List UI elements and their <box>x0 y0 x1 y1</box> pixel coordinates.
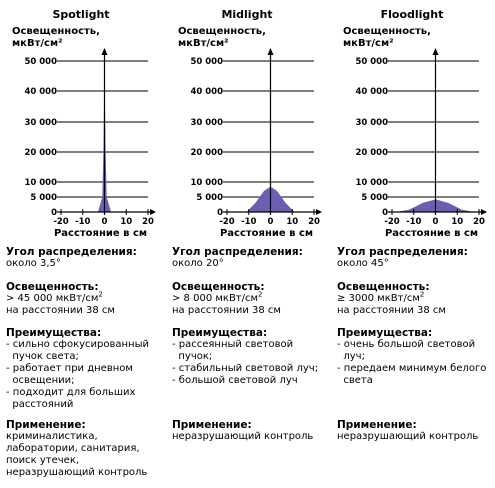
advantages-line: - подходит для больших <box>6 387 136 398</box>
application-heading: Применение: <box>337 419 417 431</box>
application-heading: Применение: <box>172 419 252 431</box>
x-tick-label: 10 <box>286 217 299 227</box>
x-tick-label: 0 <box>101 217 108 227</box>
advantages-line: - стабильный световой луч; <box>172 363 319 374</box>
advantages-line: - работает при дневном <box>6 363 133 374</box>
illumination-value-exponent: 2 <box>419 290 425 299</box>
x-tick-label: -20 <box>219 217 235 227</box>
x-axis-arrow <box>481 209 487 215</box>
column-midlight <box>172 0 330 488</box>
advantages-line: освещении; <box>6 375 75 386</box>
angle-block <box>6 246 137 270</box>
y-tick-label: 0 <box>217 208 223 218</box>
application-line: поиск утечек, <box>6 455 80 466</box>
x-tick-label: 20 <box>142 217 154 227</box>
illumination-heading: Освещенность: <box>337 281 430 293</box>
y-tick-label: 20 000 <box>355 148 388 158</box>
advantages-heading: Преимущества: <box>6 327 102 339</box>
angle-value: около 20° <box>172 258 224 269</box>
advantages-block <box>337 327 486 387</box>
illumination-block <box>172 281 281 317</box>
application-line: неразрушающий контроль <box>172 431 314 442</box>
advantages-line: расстояний <box>6 399 74 410</box>
x-axis-label: Расстояние в см <box>53 228 148 239</box>
illumination-distance: на расстоянии 38 см <box>172 305 281 316</box>
column-spotlight <box>6 0 164 488</box>
chart-floodlight <box>337 0 495 240</box>
y-tick-label: 30 000 <box>190 118 223 128</box>
x-axis-label: Расстояние в см <box>384 228 479 239</box>
x-tick-label: -10 <box>406 217 422 227</box>
illumination-distance: на расстоянии 38 см <box>337 305 446 316</box>
angle-value: около 3,5° <box>6 258 61 269</box>
y-tick-label: 5 000 <box>30 193 57 203</box>
x-tick-label: 10 <box>451 217 464 227</box>
y-axis-label-line-1: Освещенность, <box>178 26 266 37</box>
advantages-block <box>6 327 149 411</box>
y-tick-label: 5 000 <box>361 193 388 203</box>
x-axis-arrow <box>316 209 322 215</box>
angle-heading: Угол распределения: <box>6 246 137 258</box>
advantages-block <box>172 327 318 387</box>
application-block <box>337 419 478 443</box>
advantages-line: пучок света; <box>6 351 79 362</box>
y-tick-label: 10 000 <box>190 178 223 188</box>
x-axis-arrow <box>150 209 156 215</box>
application-heading: Применение: <box>6 419 86 431</box>
x-tick-label: -20 <box>384 217 400 227</box>
x-tick-label: 20 <box>308 217 320 227</box>
y-axis-arrow <box>102 48 108 55</box>
y-tick-label: 0 <box>51 208 57 218</box>
illumination-heading: Освещенность: <box>6 281 99 293</box>
chart-midlight <box>172 0 330 240</box>
advantages-line: пучок; <box>172 351 213 362</box>
advantages-line: - очень большой световой <box>337 339 476 350</box>
y-axis-label-line-2: мкВт/см² <box>12 38 63 49</box>
x-tick-label: 0 <box>267 217 274 227</box>
chart-title: Spotlight <box>52 8 110 21</box>
chart-title: Floodlight <box>380 8 444 21</box>
y-tick-label: 40 000 <box>355 87 388 97</box>
x-tick-label: -10 <box>75 217 91 227</box>
illumination-value-text: ≥ 3000 мкВт/см <box>337 293 420 304</box>
y-tick-label: 20 000 <box>24 148 57 158</box>
y-axis-label-line-1: Освещенность, <box>12 26 100 37</box>
illumination-value <box>172 290 281 305</box>
illumination-value-exponent: 2 <box>258 290 263 299</box>
x-axis-label: Расстояние в см <box>219 228 314 239</box>
application-line: неразрушающий контроль <box>337 431 479 442</box>
y-tick-label: 50 000 <box>190 57 223 67</box>
advantages-heading: Преимущества: <box>172 327 268 339</box>
y-tick-label: 30 000 <box>24 118 57 128</box>
advantages-line: - сильно сфокусированный <box>6 339 149 350</box>
y-tick-label: 30 000 <box>355 118 388 128</box>
illumination-distance: на расстоянии 38 см <box>6 305 115 316</box>
advantages-line: - рассеянный световой <box>172 339 294 350</box>
x-tick-label: 10 <box>120 217 133 227</box>
advantages-line: - большой световой луч <box>172 375 298 386</box>
angle-block <box>337 246 468 270</box>
y-tick-label: 40 000 <box>24 87 57 97</box>
illumination-value <box>6 290 115 305</box>
illumination-block <box>6 281 115 317</box>
advantages-line: света <box>337 375 373 386</box>
angle-block <box>172 246 303 270</box>
illumination-value <box>337 290 446 305</box>
x-tick-label: -20 <box>53 217 69 227</box>
application-line: неразрушающий контроль <box>6 467 148 478</box>
illumination-heading: Освещенность: <box>172 281 265 293</box>
chart-title: Midlight <box>221 8 273 21</box>
application-line: лаборатории, санитария, <box>6 443 140 454</box>
advantages-line: луч; <box>337 351 365 362</box>
application-line: криминалистика, <box>6 431 98 442</box>
y-axis-label-line-2: мкВт/см² <box>343 38 394 49</box>
advantages-line: - передаем минимум белого <box>337 363 487 374</box>
y-tick-label: 10 000 <box>355 178 388 188</box>
x-tick-label: 20 <box>473 217 485 227</box>
application-block <box>172 419 313 443</box>
chart-spotlight <box>6 0 164 240</box>
angle-value: около 45° <box>337 258 389 269</box>
x-tick-label: 0 <box>432 217 439 227</box>
application-block <box>6 419 147 479</box>
angle-heading: Угол распределения: <box>172 246 303 258</box>
y-tick-label: 20 000 <box>190 148 223 158</box>
y-tick-label: 10 000 <box>24 178 57 188</box>
y-tick-label: 50 000 <box>24 57 57 67</box>
illumination-block <box>337 281 446 317</box>
illumination-value-text: > 8 000 мкВт/см <box>172 293 259 304</box>
y-tick-label: 50 000 <box>355 57 388 67</box>
y-tick-label: 40 000 <box>190 87 223 97</box>
illumination-value-exponent: 2 <box>98 290 103 299</box>
y-axis-arrow <box>268 48 274 55</box>
advantages-heading: Преимущества: <box>337 327 433 339</box>
y-axis-label-line-2: мкВт/см² <box>178 38 229 49</box>
y-axis-arrow <box>433 48 439 55</box>
y-tick-label: 0 <box>382 208 388 218</box>
y-axis-label-line-1: Освещенность, <box>343 26 431 37</box>
x-tick-label: -10 <box>241 217 257 227</box>
column-floodlight <box>337 0 495 488</box>
angle-heading: Угол распределения: <box>337 246 468 258</box>
illumination-value-text: > 45 000 мкВт/см <box>6 293 99 304</box>
y-tick-label: 5 000 <box>196 193 223 203</box>
